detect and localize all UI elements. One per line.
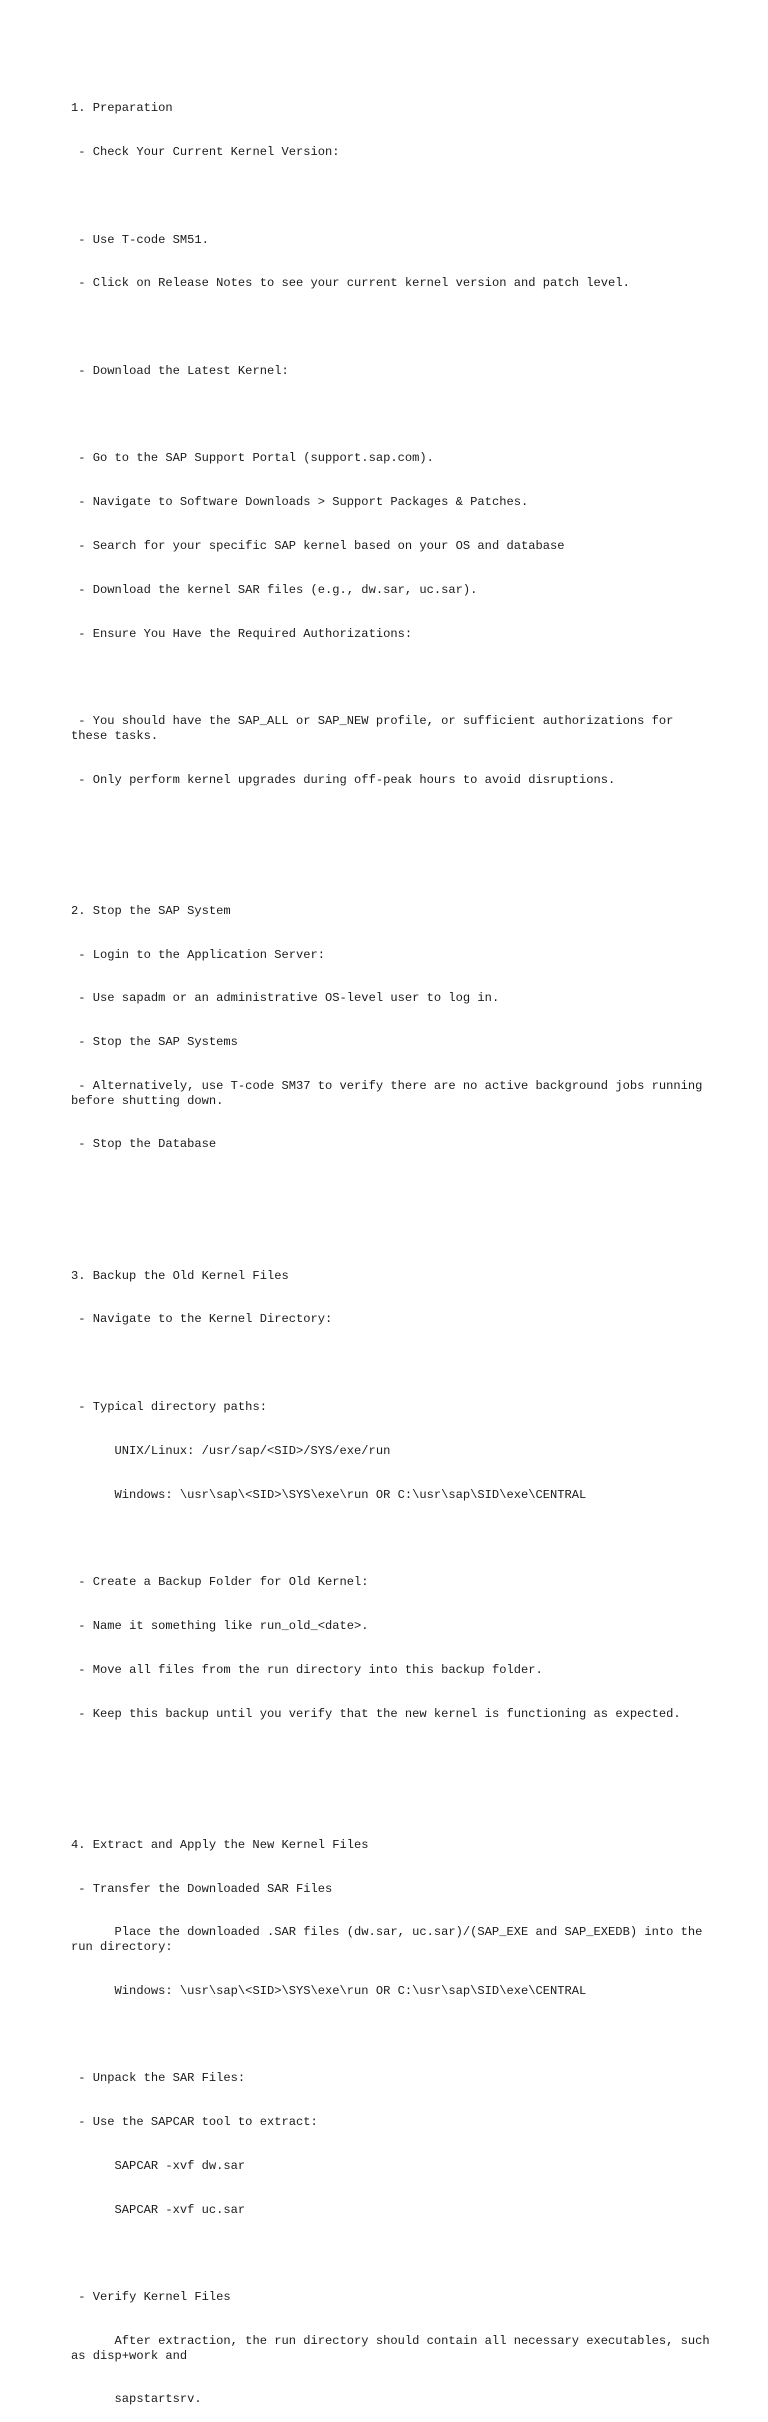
blank-line bbox=[71, 2246, 711, 2261]
text-line: - Alternatively, use T-code SM37 to verify there are no active background jobs running before shutting down. bbox=[71, 1078, 710, 1108]
text-line: - Keep this backup until you verify that the new kernel is functioning as expected. bbox=[71, 1706, 681, 1721]
text-line: - Stop the Database bbox=[71, 1137, 217, 1152]
text-line: - Click on Release Notes to see your current kernel version and patch level. bbox=[71, 276, 630, 291]
text-line: SAPCAR -xvf uc.sar bbox=[71, 2202, 246, 2217]
text-line: - Use T-code SM51. bbox=[71, 232, 209, 247]
blank-line bbox=[71, 816, 711, 831]
blank-line bbox=[71, 1750, 711, 1765]
blank-line bbox=[71, 2028, 711, 2043]
text-line: sapstartsrv. bbox=[71, 2392, 202, 2407]
text-line: - Download the kernel SAR files (e.g., dw.sar, uc.sar). bbox=[71, 582, 478, 597]
text-line: - Use the SAPCAR tool to extract: bbox=[71, 2115, 318, 2130]
text-line: - Unpack the SAR Files: bbox=[71, 2071, 246, 2086]
text-line: - Verify Kernel Files bbox=[71, 2290, 231, 2305]
text-line: - Ensure You Have the Required Authorizations: bbox=[71, 626, 413, 641]
blank-line bbox=[71, 1356, 711, 1371]
blank-line bbox=[71, 189, 711, 204]
text-line: UNIX/Linux: /usr/sap/<SID>/SYS/exe/run bbox=[71, 1443, 391, 1458]
blank-line bbox=[71, 1225, 711, 1240]
text-line: - Only perform kernel upgrades during off-peak hours to avoid disruptions. bbox=[71, 772, 616, 787]
text-line: - Download the Latest Kernel: bbox=[71, 363, 289, 378]
text-line: - Navigate to Software Downloads > Support Packages & Patches. bbox=[71, 495, 529, 510]
section-heading-backup-kernel: 3. Backup the Old Kernel Files bbox=[71, 1268, 289, 1283]
text-line: - Create a Backup Folder for Old Kernel: bbox=[71, 1575, 369, 1590]
blank-line bbox=[71, 1794, 711, 1809]
section-heading-stop-system: 2. Stop the SAP System bbox=[71, 903, 231, 918]
blank-line bbox=[71, 320, 711, 335]
text-line: Windows: \usr\sap\<SID>\SYS\exe\run OR C:\usr\sap\SID\exe\CENTRAL bbox=[71, 1487, 587, 1502]
text-line: Place the downloaded .SAR files (dw.sar, uc.sar)/(SAP_EXE and SAP_EXEDB) into the run directory: bbox=[71, 1925, 710, 1954]
text-line: - Go to the SAP Support Portal (support.sap.com). bbox=[71, 451, 434, 466]
blank-line bbox=[71, 860, 711, 875]
text-line: - Search for your specific SAP kernel based on your OS and database bbox=[71, 539, 565, 553]
text-line: - Move all files from the run directory into this backup folder. bbox=[71, 1662, 543, 1677]
text-line: - Navigate to the Kernel Directory: bbox=[71, 1312, 333, 1327]
text-line: Windows: \usr\sap\<SID>\SYS\exe\run OR C:\usr\sap\SID\exe\CENTRAL bbox=[71, 1983, 587, 1998]
text-line: SAPCAR -xvf dw.sar bbox=[71, 2158, 246, 2173]
section-heading-extract-apply: 4. Extract and Apply the New Kernel Files bbox=[71, 1837, 369, 1852]
text-line: - Typical directory paths: bbox=[71, 1400, 267, 1415]
text-line: - Check Your Current Kernel Version: bbox=[71, 144, 340, 159]
text-line: After extraction, the run directory should contain all necessary executables, such as disp+work and bbox=[71, 2334, 717, 2363]
text-line: - Name it something like run_old_<date>. bbox=[71, 1618, 369, 1633]
text-line: - Login to the Application Server: bbox=[71, 947, 326, 962]
text-line: - Transfer the Downloaded SAR Files bbox=[71, 1881, 333, 1896]
text-line: - Use sapadm or an administrative OS-level user to log in. bbox=[71, 991, 500, 1006]
text-line: - Stop the SAP Systems bbox=[71, 1035, 238, 1050]
blank-line bbox=[71, 1181, 711, 1196]
blank-line bbox=[71, 1531, 711, 1546]
document-body bbox=[71, 72, 717, 2422]
text-line: - You should have the SAP_ALL or SAP_NEW profile, or sufficient authorizations for these tasks. bbox=[71, 714, 681, 743]
section-heading-preparation: 1. Preparation bbox=[71, 101, 173, 116]
blank-line bbox=[71, 670, 711, 685]
blank-line bbox=[71, 408, 711, 423]
